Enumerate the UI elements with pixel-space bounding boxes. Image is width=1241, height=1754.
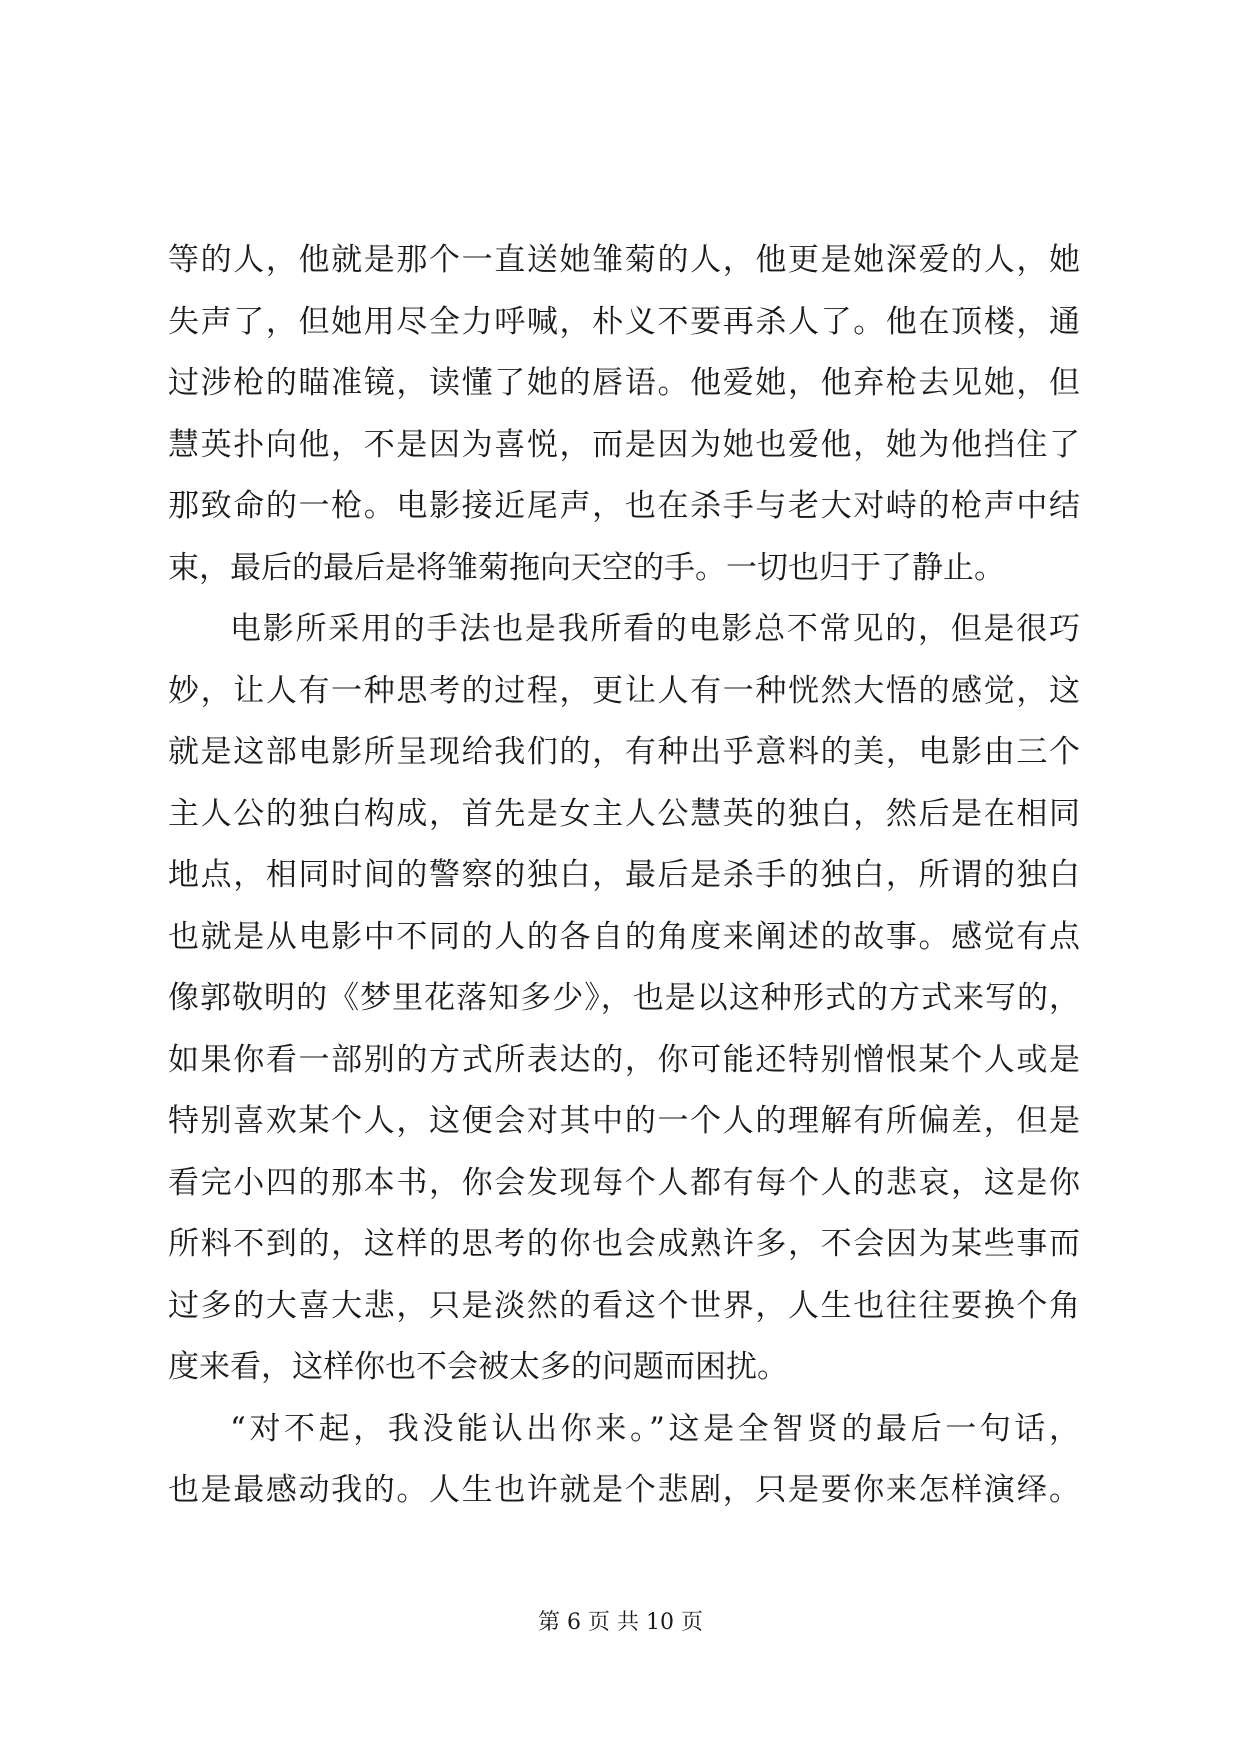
text-line: 像郭敬明的《梦里花落知多少》，也是以这种形式的方式来写的， <box>168 980 1080 1016</box>
text-line: “对不起，我没能认出你来。”这是全智贤的最后一句话， <box>230 1410 1080 1447</box>
text-line: 也是最感动我的。人生也许就是个悲剧，只是要你来怎样演绎。 <box>168 1472 1080 1508</box>
text-line: 束，最后的最后是将雏菊拖向天空的手。一切也归于了静止。 <box>168 549 1005 586</box>
body-text <box>168 230 1080 1522</box>
text-line: 所料不到的，这样的思考的你也会成熟许多，不会因为某些事而 <box>168 1226 1080 1262</box>
text-line: 电影所采用的手法也是我所看的电影总不常见的，但是很巧 <box>230 611 1080 647</box>
text-line: 地点，相同时间的警察的独白，最后是杀手的独白，所谓的独白 <box>168 857 1080 893</box>
text-line: 失声了，但她用尽全力呼喊，朴义不要再杀人了。他在顶楼，通 <box>168 303 1080 340</box>
text-line: 如果你看一部别的方式所表达的，你可能还特别憎恨某个人或是 <box>168 1041 1080 1078</box>
page-number-footer: 第 6 页 共 10 页 <box>538 1610 703 1635</box>
text-line: 看完小四的那本书，你会发现每个人都有每个人的悲哀，这是你 <box>168 1164 1080 1201</box>
text-line: 特别喜欢某个人，这便会对其中的一个人的理解有所偏差，但是 <box>168 1103 1080 1139</box>
text-line: 过涉枪的瞄准镜，读懂了她的唇语。他爱她，他弃枪去见她，但 <box>168 365 1080 401</box>
text-line: 就是这部电影所呈现给我们的，有种出乎意料的美，电影由三个 <box>168 734 1080 770</box>
text-line: 慧英扑向他，不是因为喜悦，而是因为她也爱他，她为他挡住了 <box>168 426 1080 463</box>
text-line: 妙，让人有一种思考的过程，更让人有一种恍然大悟的感觉，这 <box>168 672 1080 709</box>
text-line: 过多的大喜大悲，只是淡然的看这个世界，人生也往往要换个角 <box>168 1287 1080 1324</box>
text-line: 主人公的独白构成，首先是女主人公慧英的独白，然后是在相同 <box>168 795 1080 832</box>
text-line: 那致命的一枪。电影接近尾声，也在杀手与老大对峙的枪声中结 <box>168 488 1080 524</box>
text-line: 也就是从电影中不同的人的各自的角度来阐述的故事。感觉有点 <box>168 918 1080 955</box>
text-line: 等的人，他就是那个一直送她雏菊的人，他更是她深爱的人，她 <box>168 242 1080 278</box>
text-line: 度来看，这样你也不会被太多的问题而困扰。 <box>168 1349 788 1385</box>
